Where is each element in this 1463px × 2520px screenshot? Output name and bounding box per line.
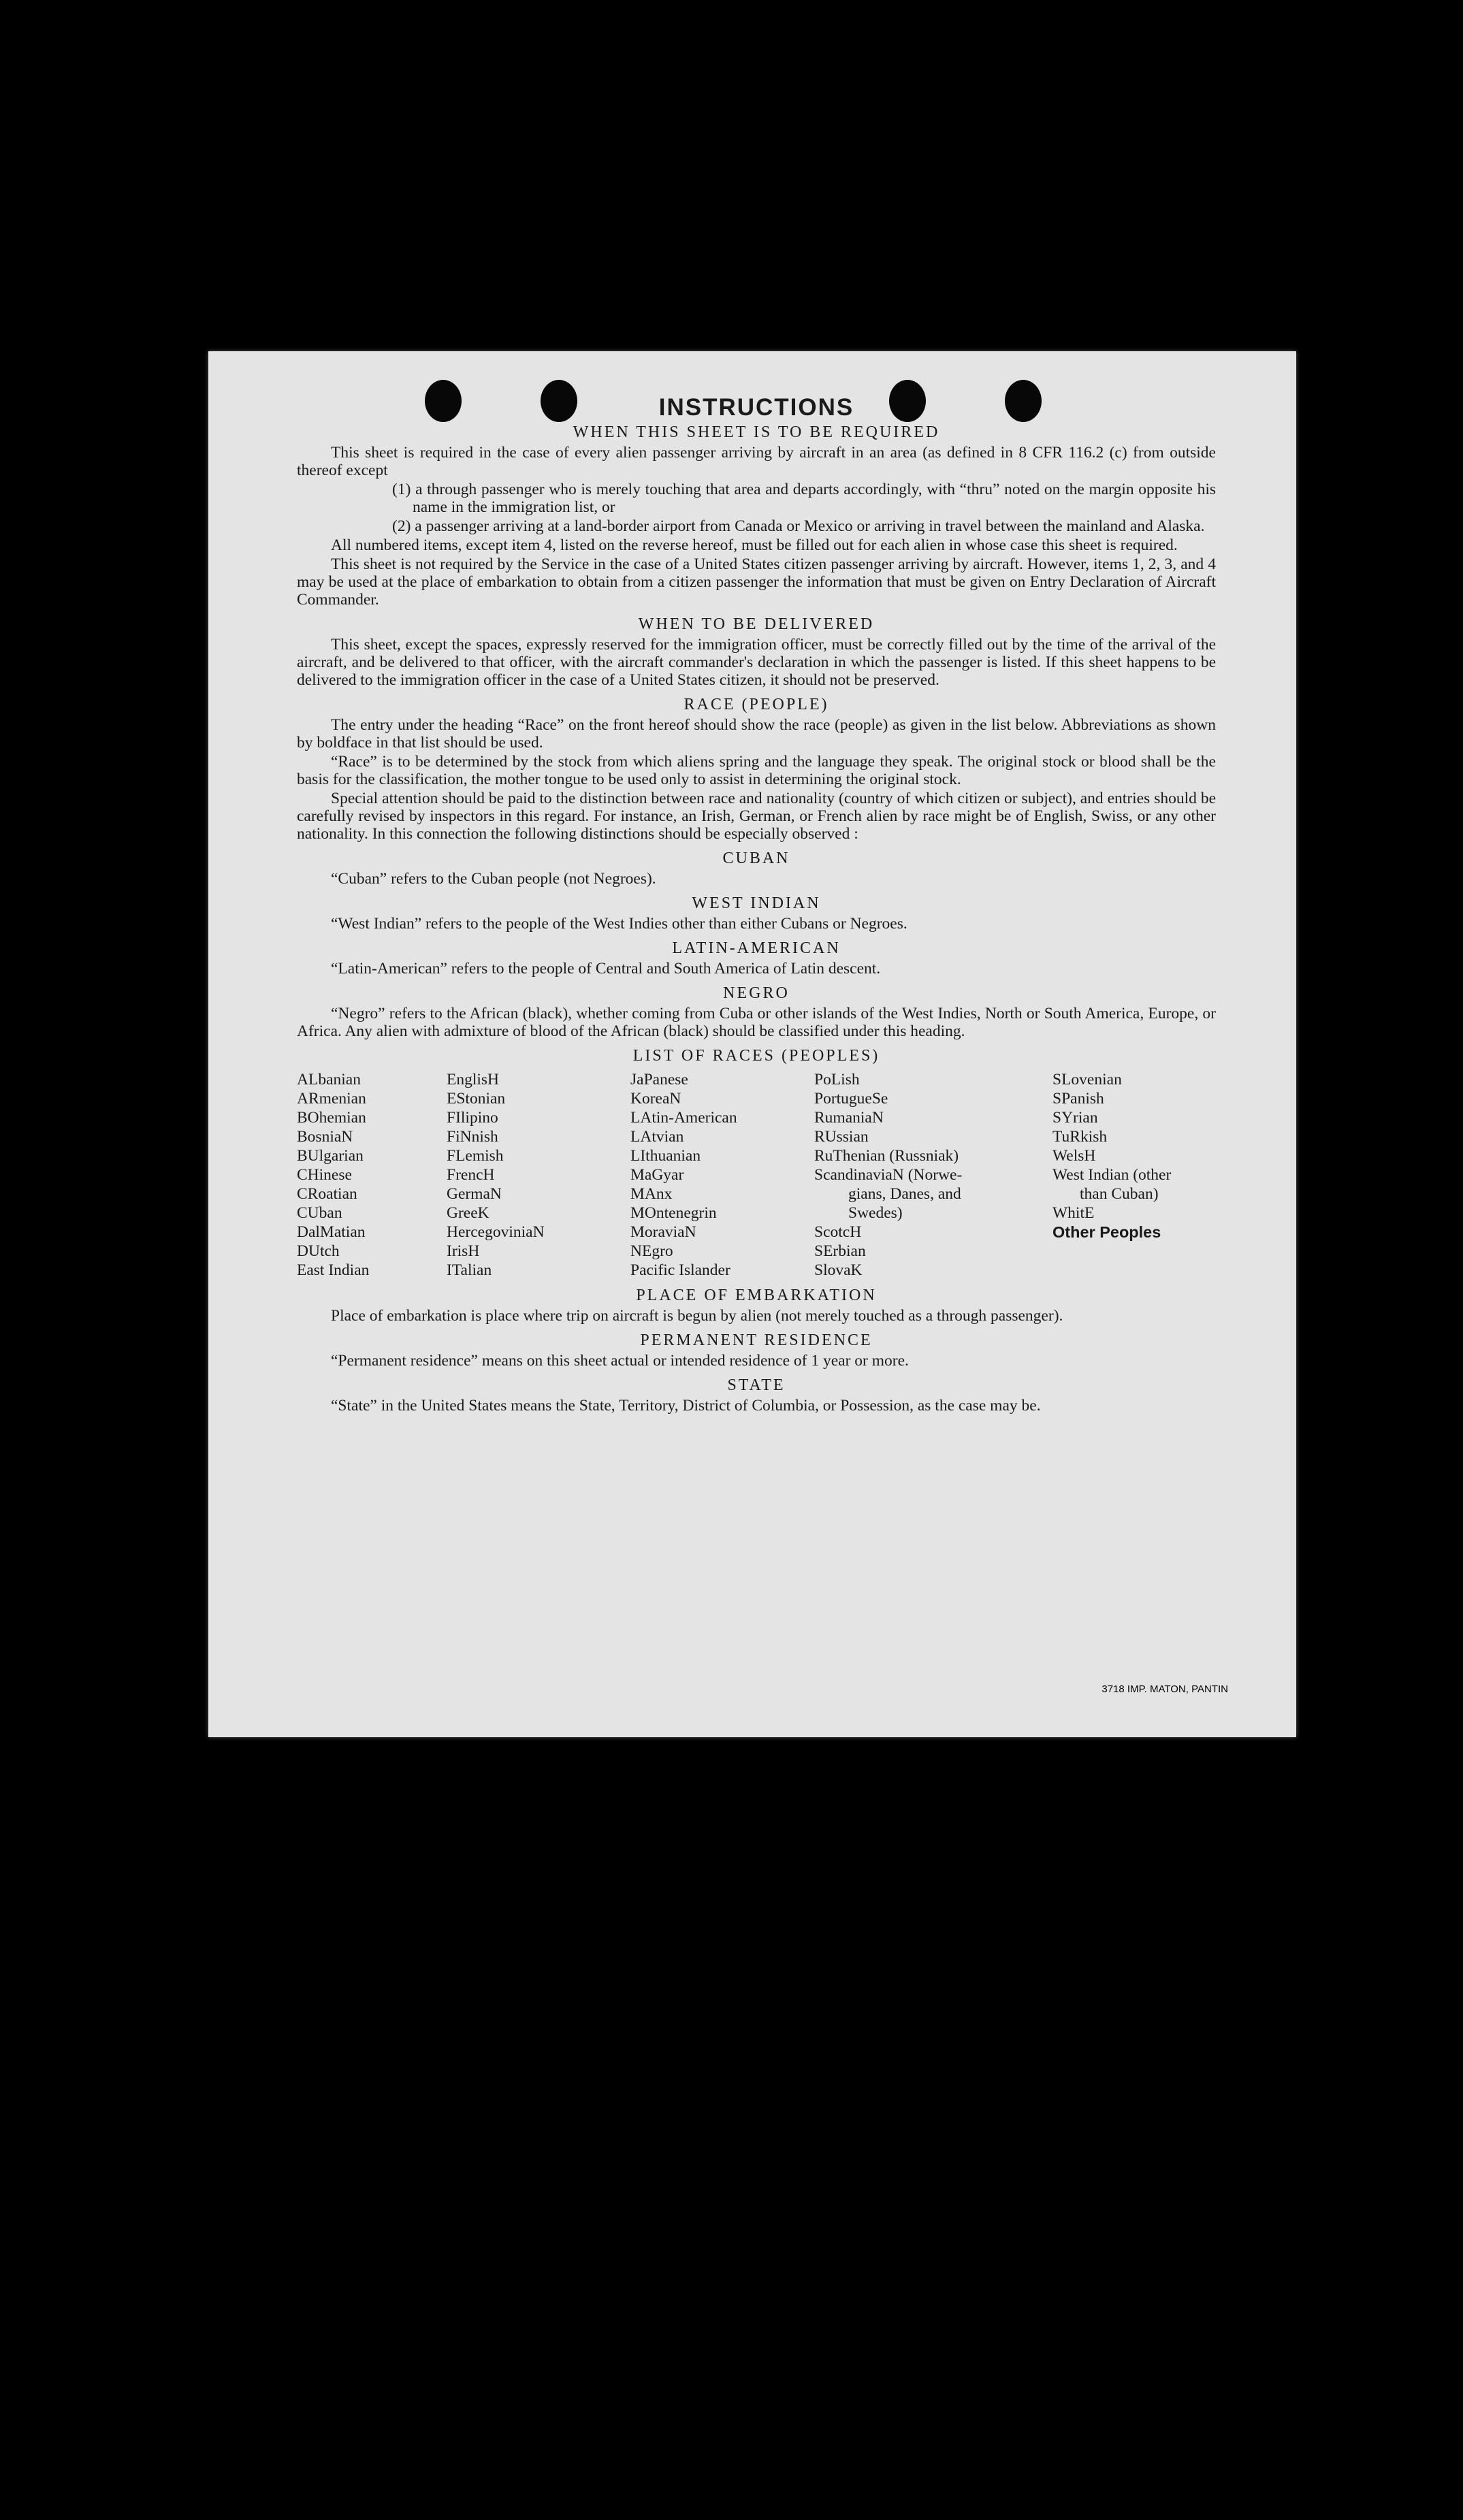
list-item: SPanish bbox=[1052, 1090, 1104, 1108]
list-item: FLemish bbox=[447, 1147, 504, 1165]
list-item: SYrian bbox=[1052, 1109, 1098, 1127]
section-heading: WEST INDIAN bbox=[692, 894, 821, 912]
section-heading: LIST OF RACES (PEOPLES) bbox=[632, 1047, 880, 1065]
list-item: than Cuban) bbox=[1080, 1185, 1159, 1203]
list-item: ScotcH bbox=[814, 1223, 862, 1241]
paragraph: This sheet is not required by the Service in the case of a United States citizen passenger arriving by aircraft. However, items 1, 2, 3, and 4 may be used at the place of embarkation to obtain from a citizen passenger the information that must be given on Entry Declaration of Aircraft Commander. bbox=[297, 555, 1216, 609]
list-item: HercegoviniaN bbox=[447, 1223, 545, 1241]
paragraph: “Negro” refers to the African (black), whether coming from Cuba or other islands of the West Indies, North or South America, Europe, or Africa. Any alien with admixture of blood of the African (black) should be classified under this heading. bbox=[297, 1005, 1216, 1040]
list-item: NEgro bbox=[630, 1242, 673, 1260]
list-item: SErbian bbox=[814, 1242, 866, 1260]
page-title: INSTRUCTIONS bbox=[658, 394, 854, 421]
race-column bbox=[1052, 1070, 1216, 1280]
print-imprint: 3718 IMP. MATON, PANTIN bbox=[1102, 1683, 1228, 1695]
list-item: TuRkish bbox=[1052, 1128, 1108, 1146]
list-item: BUlgarian bbox=[297, 1147, 364, 1165]
paragraph: All numbered items, except item 4, listed on the reverse hereof, must be filled out for each alien in whose case this sheet is required. bbox=[331, 536, 1178, 554]
list-item: SLovenian bbox=[1052, 1071, 1122, 1088]
list-item: WhitE bbox=[1052, 1204, 1095, 1222]
list-item: CUban bbox=[297, 1204, 342, 1222]
list-item: CRoatian bbox=[297, 1185, 357, 1203]
list-item: (2) a passenger arriving at a land-border airport from Canada or Mexico or arriving in travel between the mainland and Alaska. bbox=[392, 517, 1205, 535]
list-item: RUssian bbox=[814, 1128, 869, 1146]
list-item: ALbanian bbox=[297, 1071, 361, 1088]
list-item: EnglisH bbox=[447, 1071, 500, 1088]
list-item: LIthuanian bbox=[630, 1147, 701, 1165]
section-heading: WHEN TO BE DELIVERED bbox=[638, 615, 875, 633]
paragraph: This sheet, except the spaces, expressly reserved for the immigration officer, must be correctly filled out by the time of the arrival of the aircraft, and be delivered to that officer, with the aircraft commander's declaration in which the passenger is listed. If this sheet happens to be delivered to the immigration officer in the case of a United States citizen, it should not be preserved. bbox=[297, 636, 1216, 689]
section-heading: NEGRO bbox=[723, 984, 790, 1002]
list-item: MaGyar bbox=[630, 1166, 684, 1184]
list-item: gians, Danes, and bbox=[848, 1185, 961, 1203]
list-item: CHinese bbox=[297, 1166, 352, 1184]
list-item: RumaniaN bbox=[814, 1109, 884, 1127]
paragraph: The entry under the heading “Race” on the front hereof should show the race (people) as given in the list below. Abbreviations as shown by boldface in that list should be used. bbox=[297, 716, 1216, 752]
list-item: DalMatian bbox=[297, 1223, 366, 1241]
list-item: ScandinaviaN (Norwe- bbox=[814, 1166, 963, 1184]
list-item: RuThenian (Russniak) bbox=[814, 1147, 959, 1165]
list-item: KoreaN bbox=[630, 1090, 681, 1108]
list-item: IrisH bbox=[447, 1242, 480, 1260]
paragraph: “Cuban” refers to the Cuban people (not Negroes). bbox=[331, 870, 656, 888]
list-item: FrencH bbox=[447, 1166, 495, 1184]
list-item: MoraviaN bbox=[630, 1223, 696, 1241]
section-heading: CUBAN bbox=[722, 850, 790, 867]
list-item: JaPanese bbox=[630, 1071, 688, 1088]
paragraph: “West Indian” refers to the people of the West Indies other than either Cubans or Negroes. bbox=[331, 915, 907, 933]
section-heading: STATE bbox=[727, 1376, 786, 1394]
paragraph: Place of embarkation is place where trip on aircraft is begun by alien (not merely touched as a through passenger). bbox=[331, 1307, 1063, 1325]
list-item: Other Peoples bbox=[1052, 1223, 1161, 1241]
paragraph: “State” in the United States means the State, Territory, District of Columbia, or Possession, as the case may be. bbox=[331, 1397, 1041, 1415]
list-item: MAnx bbox=[630, 1185, 673, 1203]
race-list bbox=[297, 1070, 1216, 1280]
list-item: BosniaN bbox=[297, 1128, 353, 1146]
list-item: Swedes) bbox=[848, 1204, 903, 1222]
list-item: West Indian (other bbox=[1052, 1166, 1172, 1184]
list-item: Pacific Islander bbox=[630, 1261, 730, 1279]
list-item: FiNnish bbox=[447, 1128, 498, 1146]
document-body bbox=[297, 394, 1216, 1416]
list-item: LAtvian bbox=[630, 1128, 684, 1146]
list-item: LAtin-American bbox=[630, 1109, 737, 1127]
list-item: MOntenegrin bbox=[630, 1204, 717, 1222]
list-item: BOhemian bbox=[297, 1109, 366, 1127]
list-item: DUtch bbox=[297, 1242, 340, 1260]
list-item: EStonian bbox=[447, 1090, 506, 1108]
section-heading: PERMANENT RESIDENCE bbox=[640, 1331, 873, 1349]
list-item: ITalian bbox=[447, 1261, 492, 1279]
paragraph: “Latin-American” refers to the people of Central and South America of Latin descent. bbox=[331, 960, 881, 978]
list-item: GreeK bbox=[447, 1204, 489, 1222]
document-page bbox=[208, 351, 1296, 1737]
paragraph: This sheet is required in the case of every alien passenger arriving by aircraft in an area (as defined in 8 CFR 116.2 (c) from outside thereof except bbox=[297, 444, 1216, 479]
paragraph: “Race” is to be determined by the stock from which aliens spring and the language they speak. The original stock or blood shall be the basis for the classification, the mother tongue to be used only to assist in determining the original stock. bbox=[297, 753, 1216, 788]
race-column bbox=[814, 1070, 1052, 1280]
list-item: PoLish bbox=[814, 1071, 860, 1088]
list-item: FIlipino bbox=[447, 1109, 498, 1127]
list-item: SlovaK bbox=[814, 1261, 863, 1279]
race-column bbox=[297, 1070, 447, 1280]
list-item: PortugueSe bbox=[814, 1090, 888, 1108]
paragraph: “Permanent residence” means on this sheet actual or intended residence of 1 year or more. bbox=[331, 1352, 909, 1370]
section-heading: PLACE OF EMBARKATION bbox=[636, 1287, 877, 1304]
race-column bbox=[630, 1070, 814, 1280]
list-item: (1) a through passenger who is merely touching that area and departs accordingly, with “thru” noted on the margin opposite his name in the immigration list, or bbox=[392, 481, 1216, 516]
list-item: GermaN bbox=[447, 1185, 502, 1203]
paragraph: Special attention should be paid to the distinction between race and nationality (country of which citizen or subject), and entries should be carefully revised by inspectors in this regard. For instance, an Irish, German, or French alien by race might be of English, Swiss, or any other nationality. In this connection the following distinctions should be especially observed : bbox=[297, 790, 1216, 843]
list-item: WelsH bbox=[1052, 1147, 1096, 1165]
section-heading: WHEN THIS SHEET IS TO BE REQUIRED bbox=[573, 423, 940, 441]
list-item: East Indian bbox=[297, 1261, 370, 1279]
section-heading: LATIN-AMERICAN bbox=[672, 939, 841, 957]
race-column bbox=[447, 1070, 630, 1280]
list-item: ARmenian bbox=[297, 1090, 366, 1108]
section-heading: RACE (PEOPLE) bbox=[684, 696, 829, 713]
